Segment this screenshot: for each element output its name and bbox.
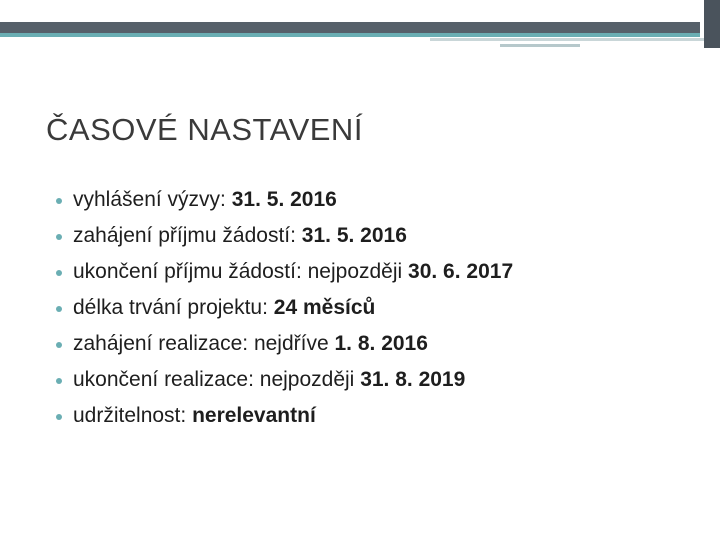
item-label: udržitelnost: xyxy=(73,404,193,427)
bullet-list xyxy=(56,186,513,438)
bullet-dot-icon xyxy=(56,270,62,276)
item-label: vyhlášení výzvy: xyxy=(73,188,232,211)
list-item xyxy=(56,258,513,294)
item-label: zahájení příjmu žádostí: xyxy=(73,224,302,247)
bullet-dot-icon xyxy=(56,306,62,312)
bullet-dot-icon xyxy=(56,378,62,384)
item-label: zahájení realizace: nejdříve xyxy=(73,332,335,355)
header-accent-line-secondary xyxy=(430,38,704,41)
bullet-dot-icon xyxy=(56,342,62,348)
item-value: 31. 5. 2016 xyxy=(231,188,337,211)
list-item xyxy=(56,222,513,258)
list-item xyxy=(56,294,513,330)
header-accent-line-tertiary xyxy=(500,44,580,47)
header-decor-bar xyxy=(0,22,700,33)
item-value: 31. 8. 2019 xyxy=(360,368,466,391)
bullet-dot-icon xyxy=(56,414,62,420)
bullet-dot-icon xyxy=(56,234,62,240)
item-label: ukončení příjmu žádostí: nejpozději xyxy=(73,260,409,283)
item-value: 24 měsíců xyxy=(273,296,376,319)
bullet-dot-icon xyxy=(56,198,62,204)
slide-title: ČASOVÉ NASTAVENÍ xyxy=(46,112,363,147)
list-item xyxy=(56,366,513,402)
list-item xyxy=(56,186,513,222)
item-label: délka trvání projektu: xyxy=(73,296,274,319)
item-value: 1. 8. 2016 xyxy=(334,332,428,355)
item-value: nerelevantní xyxy=(192,404,316,427)
header-accent-line xyxy=(0,33,700,37)
item-value: 31. 5. 2016 xyxy=(301,224,407,247)
item-value: 30. 6. 2017 xyxy=(408,260,514,283)
list-item xyxy=(56,330,513,366)
item-label: ukončení realizace: nejpozději xyxy=(73,368,361,391)
list-item xyxy=(56,402,513,438)
header-decor-corner xyxy=(704,0,720,48)
